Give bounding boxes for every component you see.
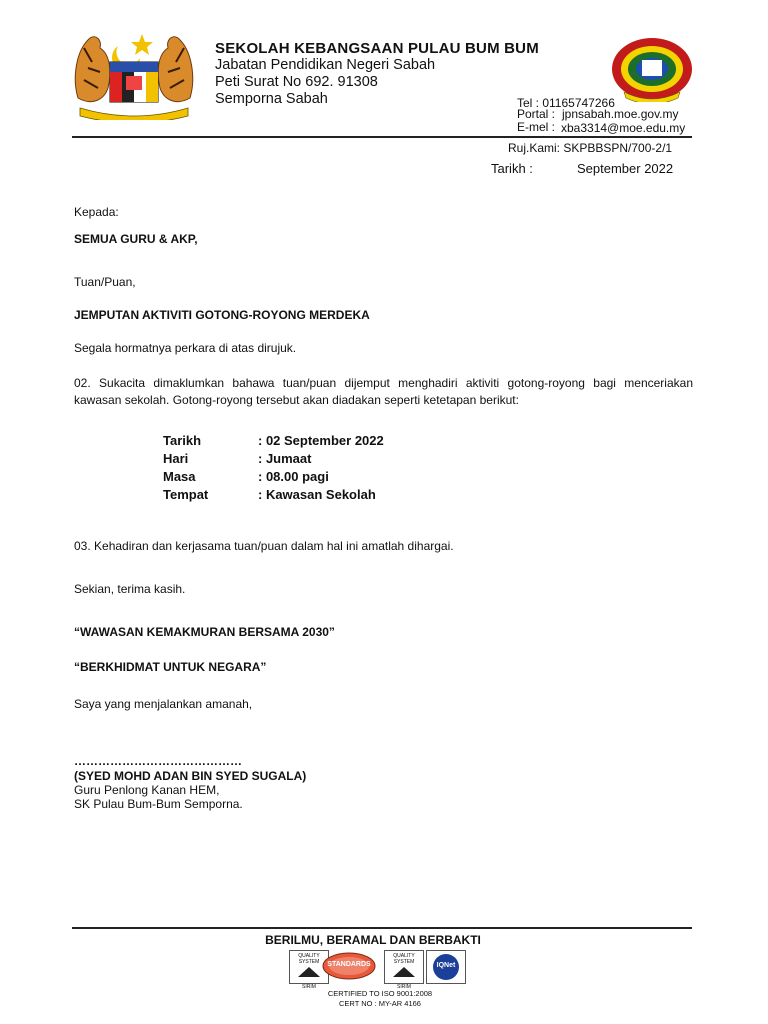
standards-badge-label: STANDARDS bbox=[327, 961, 371, 968]
header-line-3: Semporna Sabah bbox=[215, 91, 328, 107]
slogan-2: “BERKHIDMAT UNTUK NEGARA” bbox=[74, 660, 267, 674]
kepada-label: Kepada: bbox=[74, 205, 119, 219]
standards-badge-icon bbox=[322, 952, 376, 980]
date-label: Tarikh : bbox=[491, 161, 533, 176]
contact-email-value: xba3314@moe.edu.my bbox=[561, 121, 686, 135]
sign-off: Saya yang menjalankan amanah, bbox=[74, 697, 253, 711]
badge-label: QUALITY SYSTEM bbox=[393, 953, 415, 965]
badge-label: QUALITY SYSTEM bbox=[298, 953, 320, 965]
signatory-position: Guru Penlong Kanan HEM, bbox=[74, 783, 220, 797]
signature-dots: …………………………………… bbox=[74, 754, 242, 768]
paragraph-1: Segala hormatnya perkara di atas dirujuk. bbox=[74, 341, 297, 355]
badge-sub-label: SIRIM bbox=[302, 984, 316, 990]
details-labels bbox=[163, 433, 208, 505]
iqnet-badge-icon bbox=[426, 950, 466, 984]
footer-divider bbox=[72, 927, 692, 929]
iso-certification: CERTIFIED TO ISO 9001:2008 bbox=[327, 989, 433, 998]
details-values bbox=[258, 433, 384, 505]
iqnet-badge-label: IQNet bbox=[436, 962, 456, 969]
salutation: Tuan/Puan, bbox=[74, 275, 136, 289]
detail-value: : Kawasan Sekolah bbox=[258, 487, 376, 502]
contact-portal-value: jpnsabah.moe.gov.my bbox=[562, 107, 679, 121]
detail-label: Hari bbox=[163, 451, 189, 466]
letter-subject: JEMPUTAN AKTIVITI GOTONG-ROYONG MERDEKA bbox=[74, 308, 370, 322]
badge-sub-label: SIRIM bbox=[397, 984, 411, 990]
iso-cert-number: CERT NO : MY-AR 4166 bbox=[339, 999, 421, 1008]
detail-label: Tempat bbox=[163, 487, 209, 502]
paragraph-2: 02. Sukacita dimaklumkan bahawa tuan/puan dijemput menghadiri aktiviti gotong-royong bagi menceriakan kawasan sekolah. Gotong-royong tersebut akan diadakan seperti ketetapan berikut: bbox=[74, 376, 693, 407]
detail-value: : 08.00 pagi bbox=[258, 469, 329, 484]
slogan-1: “WAWASAN KEMAKMURAN BERSAMA 2030” bbox=[74, 625, 335, 639]
reference-number: Ruj.Kami: SKPBBSPN/700-2/1 bbox=[508, 141, 673, 155]
footer-motto: BERILMU, BERAMAL DAN BERBAKTI bbox=[265, 933, 481, 947]
detail-value: : Jumaat bbox=[258, 451, 312, 466]
paragraph-3: 03. Kehadiran dan kerjasama tuan/puan dalam hal ini amatlah dihargai. bbox=[74, 539, 454, 553]
closing: Sekian, terima kasih. bbox=[74, 582, 186, 596]
header-line-1: Jabatan Pendidikan Negeri Sabah bbox=[215, 57, 436, 73]
signatory-name: (SYED MOHD ADAN BIN SYED SUGALA) bbox=[74, 769, 307, 783]
coat-of-arms-logo bbox=[70, 28, 198, 120]
date-value: September 2022 bbox=[577, 161, 674, 176]
detail-value: : 02 September 2022 bbox=[258, 433, 384, 448]
school-name: SEKOLAH KEBANGSAAN PULAU BUM BUM bbox=[215, 40, 539, 57]
crest-motto bbox=[70, 100, 198, 101]
header-divider bbox=[72, 136, 692, 138]
detail-label: Masa bbox=[163, 469, 196, 484]
header-line-2: Peti Surat No 692. 91308 bbox=[215, 74, 378, 90]
recipient: SEMUA GURU & AKP, bbox=[74, 232, 198, 246]
school-logo bbox=[610, 36, 694, 102]
contact-email-label: E-mel : bbox=[517, 120, 556, 134]
signatory-organisation: SK Pulau Bum-Bum Semporna. bbox=[74, 797, 243, 811]
detail-label: Tarikh bbox=[163, 433, 202, 448]
contact-portal-label: Portal : bbox=[517, 107, 556, 121]
quality-badge-icon bbox=[384, 950, 424, 990]
contact-tel: Tel : 01165747266 bbox=[517, 96, 615, 110]
